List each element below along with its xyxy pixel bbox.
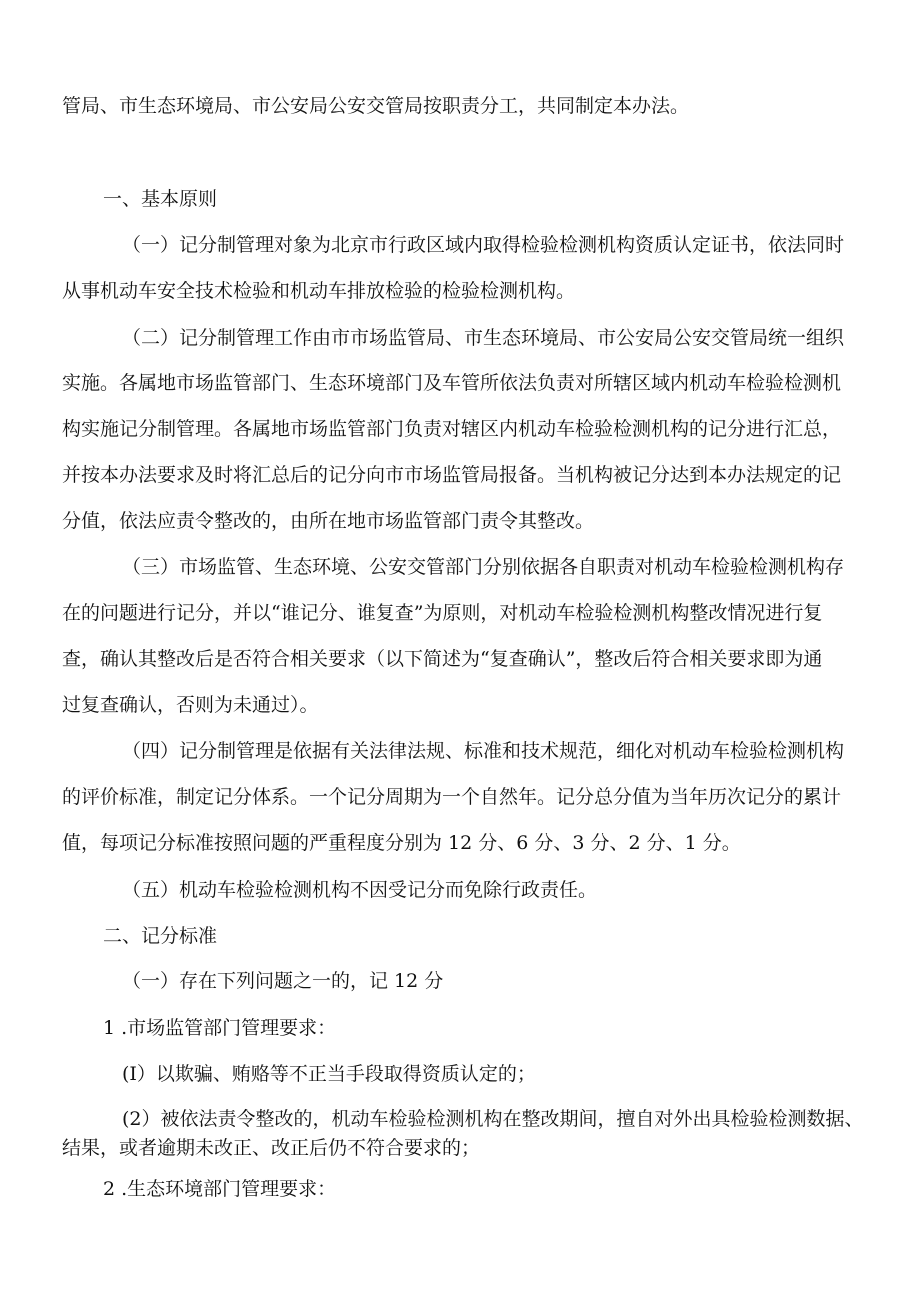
text-line: 实施。各属地市场监管部门、生态环境部门及车管所依法负责对所辖区域内机动车检验检测机 [62, 372, 842, 394]
text-line: （五）机动车检验检测机构不因受记分而免除行政责任。 [122, 879, 598, 901]
text-line: 结果，或者逾期未改正、改正后仍不符合要求的； [62, 1137, 481, 1159]
list-heading: 2 .生态环境部门管理要求： [103, 1178, 337, 1200]
text-line: （四）记分制管理是依据有关法律法规、标准和技术规范，细化对机动车检验检测机构 [122, 740, 845, 762]
text-line: 分值，依法应责令整改的，由所在地市场监管部门责令其整改。 [62, 510, 595, 532]
text-line: 从事机动车安全技术检验和机动车排放检验的检验检测机构。 [62, 280, 576, 302]
section-heading: 一、基本原则 [103, 188, 218, 210]
text-line: 过复查确认，否则为未通过）。 [62, 694, 319, 716]
text-line: 构实施记分制管理。各属地市场监管部门负责对辖区内机动车检验检测机构的记分进行汇总， [62, 418, 842, 440]
text-line: 值，每项记分标准按照问题的严重程度分别为 12 分、6 分、3 分、2 分、1 分。 [62, 832, 741, 854]
text-line: 管局、市生态环境局、市公安局公安交管局按职责分工，共同制定本办法。 [62, 95, 690, 117]
text-line: 的评价标准，制定记分体系。一个记分周期为一个自然年。记分总分值为当年历次记分的累计 [62, 786, 842, 808]
list-heading: 1 .市场监管部门管理要求： [103, 1017, 337, 1039]
text-line: 在的问题进行记分，并以“谁记分、谁复查”为原则，对机动车检验检测机构整改情况进行复 [62, 602, 823, 624]
text-line: （一）存在下列问题之一的，记 12 分 [122, 970, 444, 992]
text-line: 并按本办法要求及时将汇总后的记分向市市场监管局报备。当机构被记分达到本办法规定的记 [62, 464, 842, 486]
section-heading: 二、记分标准 [103, 925, 218, 947]
text-line: （三）市场监管、生态环境、公安交管部门分别依据各自职责对机动车检验检测机构存 [122, 556, 845, 578]
text-line: 查，确认其整改后是否符合相关要求（以下简述为“复查确认”，整改后符合相关要求即为通 [62, 648, 823, 670]
text-line: （二）记分制管理工作由市市场监管局、市生态环境局、市公安局公安交管局统一组织 [122, 327, 845, 349]
list-item: (I）以欺骗、贿赂等不正当手段取得资质认定的； [122, 1063, 536, 1085]
list-item: (2）被依法责令整改的，机动车检验检测机构在整改期间，擅自对外出具检验检测数据、 [122, 1108, 864, 1130]
text-line: （一）记分制管理对象为北京市行政区域内取得检验检测机构资质认定证书，依法同时 [122, 234, 845, 256]
